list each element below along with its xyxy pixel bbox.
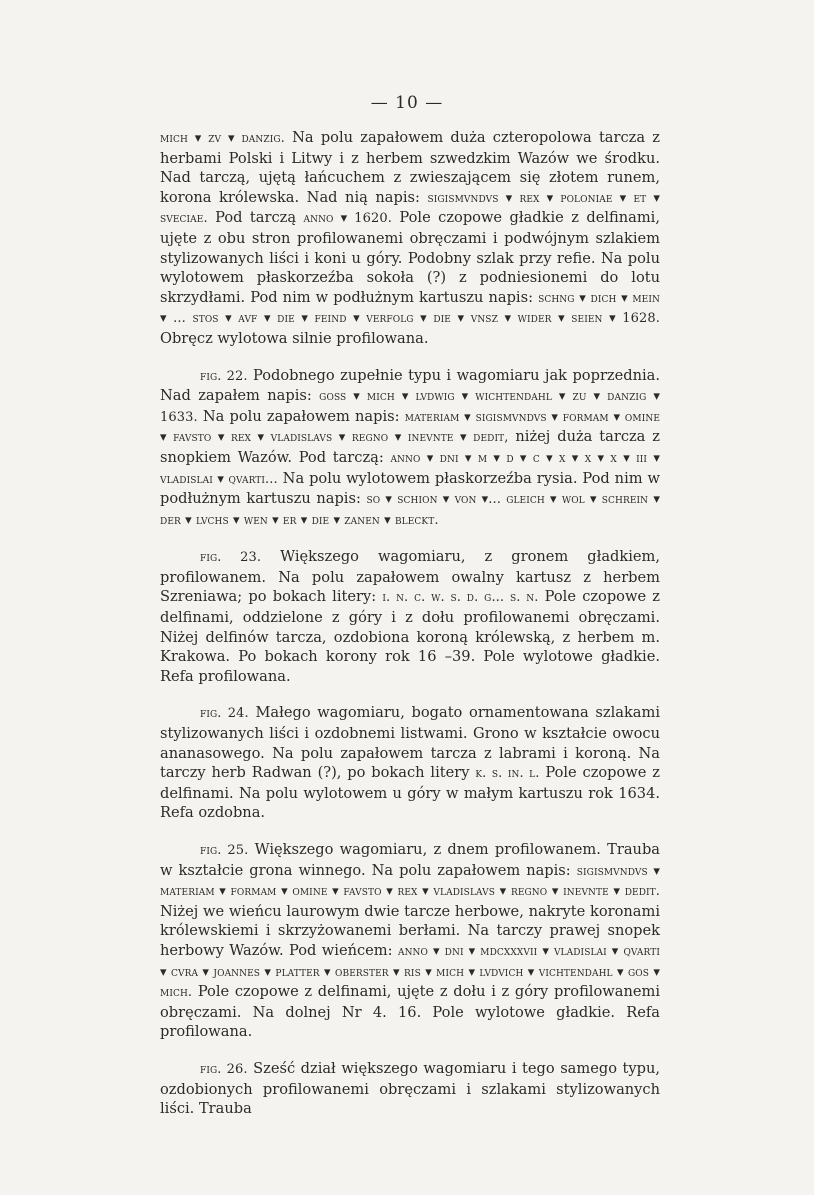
paragraph-fig-22: fig. 22. Podobnego zupełnie typu i wagomiaru jak poprzednia. Nad zapałem napis: goss ▾ mich ▾ lvdwig ▾ wichtendahl ▾ zu ▾ danzig ▾ 1633. Na polu zapałowem napis: materiam ▾ sigismvndvs ▾ formam ▾ omine ▾ favsto ▾ rex ▾ vladislavs ▾ regno ▾ inevnte ▾ dedit, niżej duża tarcza z snopkiem Wazów. Pod tarczą: anno ▾ dni ▾ m ▾ d ▾ c ▾ x ▾ x ▾ x ▾ iii ▾ vladislai ▾ qvarti... Na polu wylotowem płaskorzeźba rysia. Pod nim w podłużnym kartuszu napis: so ▾ schion ▾ von ▾... gleich ▾ wol ▾ schrein ▾ der ▾ lvchs ▾ wen ▾ er ▾ die ▾ zanen ▾ bleckt. [160, 366, 661, 528]
paragraph-fig-23: fig. 23. Większego wagomiaru, z gronem gładkiem, profilowanem. Na polu zapałowem owalny kartusz z herbem Szreniawa; po bokach litery: i. n. c. w. s. d. g... s. n. Pole czopowe z delfinami, oddzielone z góry i z dołu profilowanemi obręczami. Niżej delfinów tarcza, ozdobiona koroną królewską, z herbem m. Krakowa. Po bokach korony rok 16 –39. Pole wylotowe gładkie. Refa profilowana. [160, 548, 661, 685]
paragraph-fig-25: fig. 25. Większego wagomiaru, z dnem profilowanem. Trauba w kształcie grona winnego. Na polu zapałowem napis: sigismvndvs ▾ materiam ▾ formam ▾ omine ▾ favsto ▾ rex ▾ vladislavs ▾ regno ▾ inevnte ▾ dedit. Niżej we wieńcu laurowym dwie tarcze herbowe, nakryte koronami królewskiemi i skrzyżowanemi berłami. Na tarczy prawej snopek herbowy Wazów. Pod wieńcem: anno ▾ dni ▾ mdcxxxvii ▾ vladislai ▾ qvarti ▾ cvra ▾ joannes ▾ platter ▾ oberster ▾ ris ▾ mich ▾ lvdvich ▾ vichtendahl ▾ gos ▾ mich. Pole czopowe z delfinami, ujęte z dołu i z góry profilowanemi obręczami. Na dolnej Nr 4. 16. Pole wylotowe gładkie. Refa profilowana. [160, 841, 660, 1041]
page-number: — 10 — [370, 93, 444, 113]
paragraph-continuation: mich ▾ zv ▾ danzig. Na polu zapałowem duża czteropolowa tarcza z herbami Polski i Litwy i z herbem szwedzkim Wazów we środku. Nad tarczą, ujętą łańcuchem z zwieszającem się złotem runem, korona królewska. Nad nią napis: sigismvndvs ▾ rex ▾ poloniae ▾ et ▾ sveciae. Pod tarczą anno ▾ 1620. Pole czopowe gładkie z delfinami, ujęte z obu stron profilowanemi obręczami i podwójnym szlakiem stylizowanych liści i koni u góry. Podobny szlak przy refie. Na polu wylotowem płaskorzeźba sokoła (?) z podniesionemi do lotu skrzydłami. Pod nim w podłużnym kartuszu napis: schng ▾ dich ▾ mein ▾ ... stos ▾ avf ▾ die ▾ feind ▾ verfolg ▾ die ▾ vnsz ▾ wider ▾ seien ▾ 1628. Obręcz wylotowa silnie profilowana. [160, 129, 660, 347]
paragraph-fig-24: fig. 24. Małego wagomiaru, bogato ornamentowana szlakami stylizowanych liści i ozdobnemi listwami. Grono w kształcie owocu ananasowego. Na polu zapałowem tarcza z labrami i koroną. Na tarczy herb Radwan (?), po bokach litery k. s. in. l. Pole czopowe z delfinami. Na polu wylotowem u góry w małym kartuszu rok 1634. Refa ozdobna. [160, 704, 660, 822]
body-text [160, 128, 660, 1136]
paragraph-fig-26: fig. 26. Sześć dział większego wagomiaru i tego samego typu, ozdobionych profilowanemi obręczami i szlakami stylizowanych liści. Trauba [160, 1059, 660, 1118]
